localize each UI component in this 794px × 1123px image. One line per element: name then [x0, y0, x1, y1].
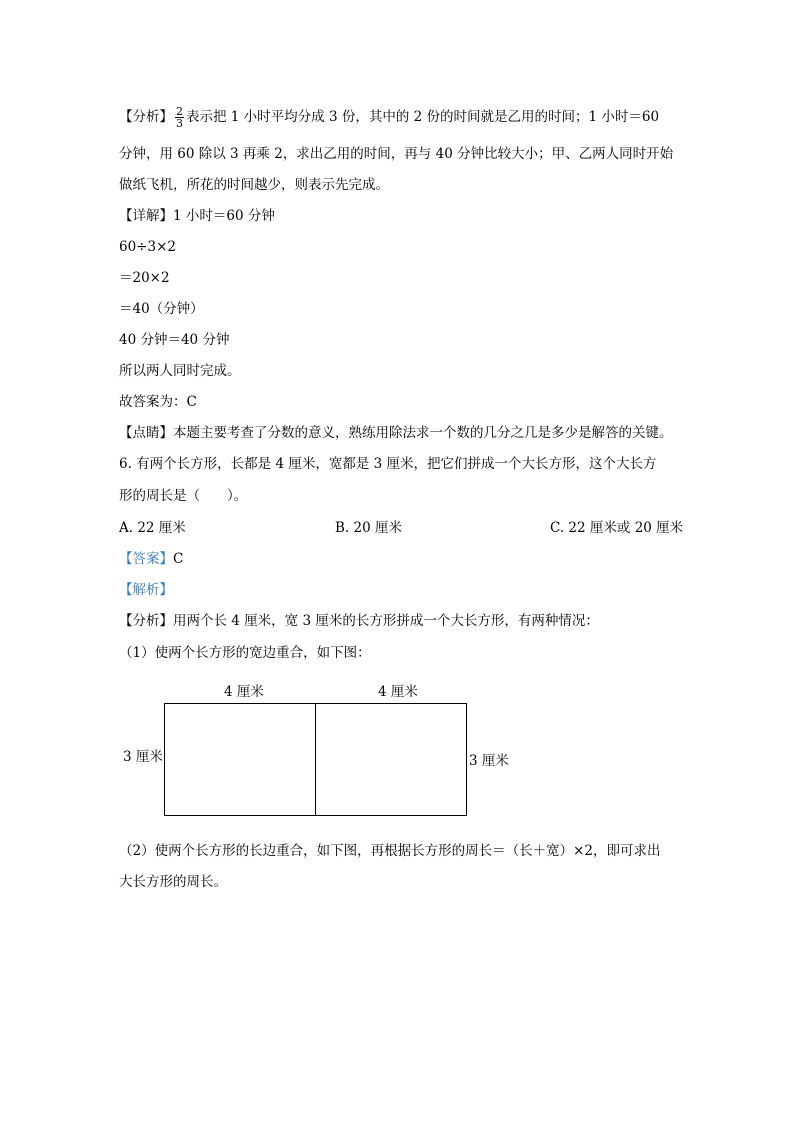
- calc-line-1: 60÷3×2: [119, 239, 176, 255]
- compare-line: 40 分钟＝40 分钟: [119, 332, 230, 348]
- case-1-line: （1）使两个长方形的宽边重合，如下图：: [119, 645, 371, 661]
- analysis2-line-1-text: 用两个长 4 厘米，宽 3 厘米的长方形拼成一个大长方形，有两种情况：: [173, 613, 599, 629]
- fraction-two-thirds: [175, 106, 184, 129]
- comment-tag: 【点睛】: [119, 425, 173, 441]
- case-2-line-1: （2）使两个长方形的长边重合，如下图，再根据长方形的周长＝（长＋宽）×2，即可求出: [119, 843, 661, 859]
- top-label-right: 4 厘米: [378, 684, 418, 700]
- detail-tag: 【详解】: [119, 208, 173, 224]
- fraction-denominator: 3: [176, 117, 183, 130]
- analysis2-line-1: [119, 611, 599, 631]
- analysis-tag: 【分析】: [119, 109, 173, 125]
- comment-line: [119, 423, 673, 443]
- question-6-line-1: 6. 有两个长方形，长都是 4 厘米，宽都是 3 厘米，把它们拼成一个大长方形，这个大长方: [119, 456, 657, 472]
- analysis2-tag: 【分析】: [119, 613, 173, 629]
- conclusion-line: 所以两人同时完成。: [119, 363, 241, 379]
- left-rectangle: [164, 703, 316, 816]
- explanation-tag: 【解析】: [119, 582, 173, 598]
- detail-line-1-text: 1 小时＝60 分钟: [173, 208, 275, 224]
- analysis-line-1-text: 表示把 1 小时平均分成 3 份，其中的 2 份的时间就是乙用的时间；1 小时＝60: [186, 109, 660, 125]
- analysis-line-3: 做纸飞机，所花的时间越少，则表示先完成。: [119, 177, 389, 193]
- calc-line-3: ＝40（分钟）: [119, 301, 204, 317]
- fraction-numerator: 2: [176, 105, 183, 118]
- option-b: B. 20 厘米: [335, 520, 402, 536]
- analysis-line-1: [119, 106, 659, 129]
- option-c: C. 22 厘米或 20 厘米: [550, 520, 684, 536]
- answer-tag: 【答案】: [119, 551, 173, 567]
- option-a: A. 22 厘米: [119, 520, 186, 536]
- left-side-label: 3 厘米: [123, 749, 163, 765]
- right-side-label: 3 厘米: [469, 753, 509, 769]
- question-6-line-2: 形的周长是（ ）。: [119, 488, 248, 504]
- right-rectangle: [315, 703, 467, 816]
- answer-statement: 故答案为：C: [119, 394, 197, 410]
- analysis-line-2: 分钟，用 60 除以 3 再乘 2，求出乙用的时间，再与 40 分钟比较大小；甲、乙两人同时开始: [119, 146, 674, 162]
- case-2-line-2: 大长方形的周长。: [119, 874, 227, 890]
- detail-line-1: [119, 206, 275, 226]
- answer-value: C: [173, 551, 184, 567]
- top-label-left: 4 厘米: [224, 684, 264, 700]
- calc-line-2: ＝20×2: [119, 270, 170, 286]
- comment-text: 本题主要考查了分数的意义，熟练用除法求一个数的几分之几是多少是解答的关键。: [173, 425, 673, 441]
- answer-line: [119, 549, 183, 569]
